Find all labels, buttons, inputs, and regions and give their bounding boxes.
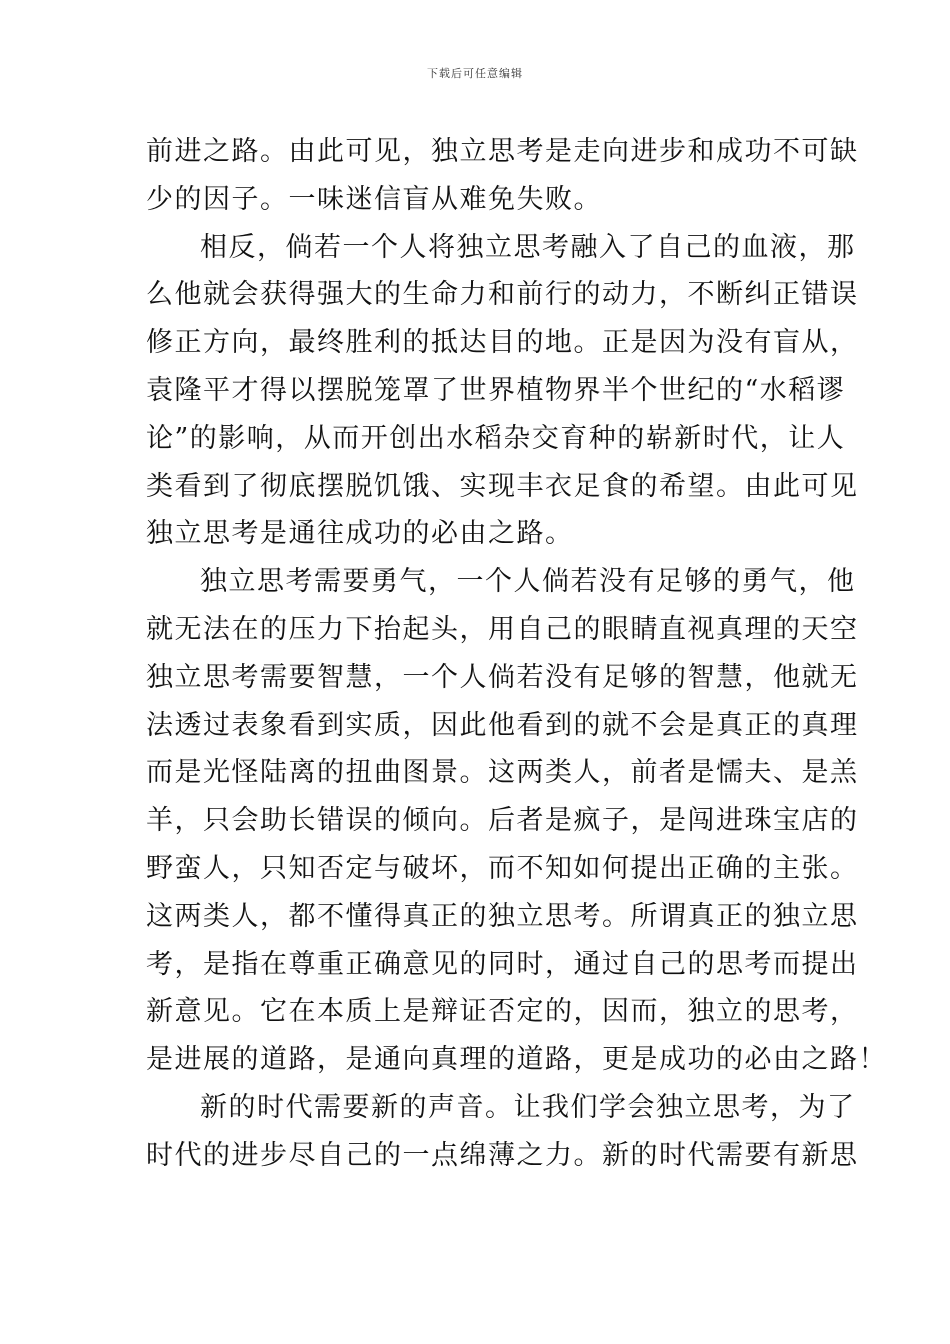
text-line: 少的因子。一味迷信盲从难免失败。	[146, 183, 602, 215]
text-line: 么他就会获得强大的生命力和前行的动力，不断纠正错误	[146, 279, 859, 311]
text-line: 新意见。它在本质上是辩证否定的，因而，独立的思考，	[146, 996, 859, 1028]
text-line: 这两类人，都不懂得真正的独立思考。所谓真正的独立思	[146, 900, 859, 932]
paragraph-start-line: 相反，倘若一个人将独立思考融入了自己的血液，那	[200, 231, 856, 263]
text-line: 独立思考需要智慧，一个人倘若没有足够的智慧，他就无	[146, 661, 859, 693]
text-line: 羊，只会助长错误的倾向。后者是疯子，是闯进珠宝店的	[146, 805, 859, 837]
text-line: 袁隆平才得以摆脱笼罩了世界植物界半个世纪的“水稻谬	[146, 374, 846, 406]
text-line: 独立思考是通往成功的必由之路。	[146, 518, 574, 550]
paragraph-start-line: 独立思考需要勇气，一个人倘若没有足够的勇气，他	[200, 566, 856, 598]
text-line: 考，是指在尊重正确意见的同时，通过自己的思考而提出	[146, 948, 859, 980]
paragraph-start-line: 新的时代需要新的声音。让我们学会独立思考，为了	[200, 1091, 856, 1123]
text-line: 修正方向，最终胜利的抵达目的地。正是因为没有盲从，	[146, 327, 859, 359]
page-header: 下载后可任意编辑	[427, 67, 523, 80]
text-line: 野蛮人，只知否定与破坏，而不知如何提出正确的主张。	[146, 852, 859, 884]
text-line: 类看到了彻底摆脱饥饿、实现丰衣足食的希望。由此可见	[146, 470, 859, 502]
text-line: 前进之路。由此可见，独立思考是走向进步和成功不可缺	[146, 136, 859, 167]
text-line: 是进展的道路，是通向真理的道路，更是成功的必由之路！	[146, 1044, 887, 1076]
text-line: 就无法在的压力下抬起头，用自己的眼睛直视真理的天空	[146, 613, 859, 645]
text-line: 时代的进步尽自己的一点绵薄之力。新的时代需要有新思	[146, 1139, 859, 1171]
text-line: 法透过表象看到实质，因此他看到的就不会是真正的真理	[146, 709, 859, 741]
document-body	[146, 128, 887, 1180]
text-line: 论”的影响，从而开创出水稻杂交育种的崭新时代，让人	[146, 422, 846, 454]
text-line: 而是光怪陆离的扭曲图景。这两类人，前者是懦夫、是羔	[146, 757, 859, 789]
